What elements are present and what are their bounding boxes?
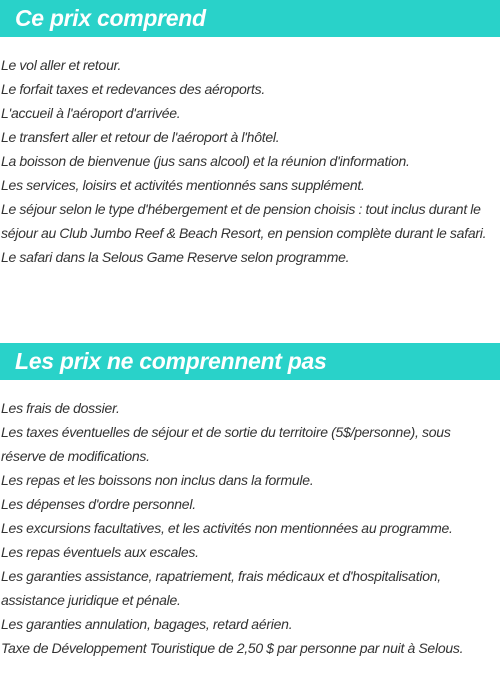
excluded-item: Les dépenses d'ordre personnel. — [1, 496, 196, 512]
included-items-list — [1, 53, 497, 269]
included-item: Le safari dans la Selous Game Reserve selon programme. — [1, 249, 350, 265]
included-section-header — [0, 0, 500, 37]
included-section-title: Ce prix comprend — [15, 5, 206, 31]
excluded-item: Les taxes éventuelles de séjour et de sortie du territoire (5$/personne), sous réserve de modifications. — [1, 424, 451, 464]
excluded-section-title: Les prix ne comprennent pas — [15, 348, 327, 374]
excluded-item: Les excursions facultatives, et les activités non mentionnées au programme. — [1, 520, 453, 536]
excluded-section-header — [0, 343, 500, 380]
included-item: Le vol aller et retour. — [1, 57, 122, 73]
excluded-items-list — [1, 396, 497, 660]
included-item: Le forfait taxes et redevances des aéroports. — [1, 81, 265, 97]
excluded-item: Les garanties assistance, rapatriement, frais médicaux et d'hospitalisation, assistance juridique et pénale. — [1, 568, 441, 608]
excluded-item: Les frais de dossier. — [1, 400, 120, 416]
included-item: Le transfert aller et retour de l'aéroport à l'hôtel. — [1, 129, 280, 145]
excluded-item: Les repas éventuels aux escales. — [1, 544, 199, 560]
included-item: L'accueil à l'aéroport d'arrivée. — [1, 105, 181, 121]
included-item: Le séjour selon le type d'hébergement et de pension choisis : tout inclus durant le séjour au Club Jumbo Reef & Beach Resort, en pension complète durant le safari. — [1, 201, 487, 241]
included-item: La boisson de bienvenue (jus sans alcool) et la réunion d'information. — [1, 153, 410, 169]
excluded-item: Les garanties annulation, bagages, retard aérien. — [1, 616, 293, 632]
excluded-item: Taxe de Développement Touristique de 2,50 $ par personne par nuit à Selous. — [1, 640, 464, 656]
included-item: Les services, loisirs et activités mentionnés sans supplément. — [1, 177, 365, 193]
excluded-item: Les repas et les boissons non inclus dans la formule. — [1, 472, 314, 488]
